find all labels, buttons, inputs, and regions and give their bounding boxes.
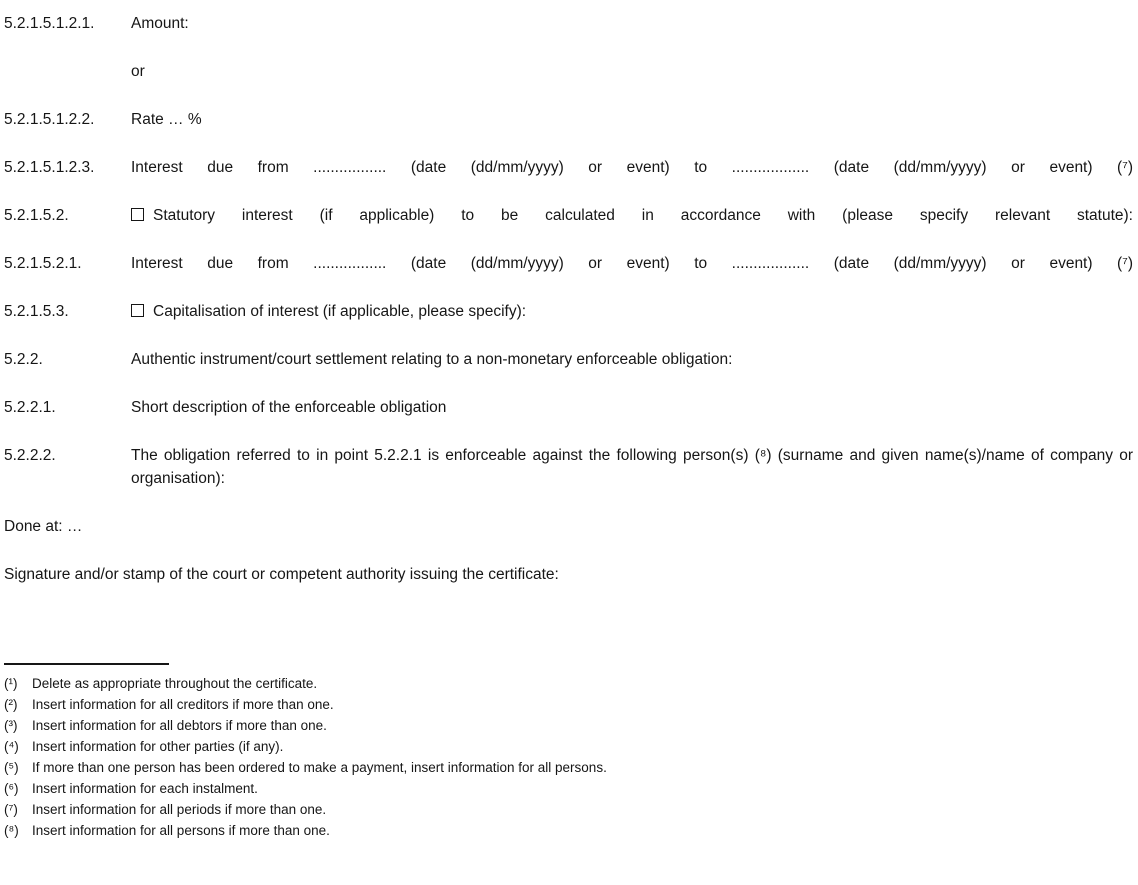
item-number: 5.2.1.5.2. [4, 207, 69, 224]
footnote-text: Delete as appropriate throughout the certificate. [32, 676, 318, 691]
footnote-text: Insert information for all persons if more than one. [32, 823, 330, 838]
footnote [4, 673, 1133, 694]
item-body [131, 204, 1133, 227]
form-item [4, 108, 1133, 131]
item-number: 5.2.1.5.1.2.2. [4, 111, 95, 128]
form-item [4, 396, 1133, 419]
form-item [4, 300, 1133, 323]
footnote-marker: (⁵) [4, 760, 19, 775]
footnote-text: If more than one person has been ordered to make a payment, insert information for all persons. [32, 760, 607, 775]
item-text: Amount: [131, 15, 189, 32]
item-number: 5.2.1.5.1.2.3. [4, 159, 95, 176]
item-body [131, 300, 1133, 323]
item-number: 5.2.2.2. [4, 447, 56, 464]
empty-checkbox-icon [131, 304, 144, 317]
form-item [4, 444, 1133, 490]
item-text: or [131, 63, 145, 80]
footnote [4, 799, 1133, 820]
item-text: Short description of the enforceable obligation [131, 399, 447, 416]
done-at-line: Done at: … [4, 518, 83, 535]
footnote [4, 778, 1133, 799]
form-item [4, 60, 1133, 83]
form-item [4, 252, 1133, 275]
footnote-marker: (⁷) [4, 802, 18, 817]
footnote-marker: (³) [4, 718, 18, 733]
footnote [4, 820, 1133, 841]
footnote-text: Insert information for other parties (if any). [32, 739, 284, 754]
footnote-text: Insert information for each instalment. [32, 781, 258, 796]
item-text: The obligation referred to in point 5.2.2.1 is enforceable against the following person(s) (⁸) (surname and given name(s)/name of company or organisation): [131, 447, 1133, 487]
item-number: 5.2.1.5.3. [4, 303, 69, 320]
item-number: 5.2.1.5.1.2.1. [4, 15, 95, 32]
item-text: Interest due from ................. (date (dd/mm/yyyy) or event) to .................. (date (dd/mm/yyyy) or event) (⁷) [131, 255, 1133, 272]
footnote-marker: (⁴) [4, 739, 19, 754]
form-item [4, 348, 1133, 371]
form-item [4, 156, 1133, 179]
item-number: 5.2.2. [4, 351, 43, 368]
footnote [4, 694, 1133, 715]
item-text: Statutory interest (if applicable) to be calculated in accordance with (please specify relevant statute): [153, 207, 1133, 224]
item-text: Interest due from ................. (date (dd/mm/yyyy) or event) to .................. (date (dd/mm/yyyy) or event) (⁷) [131, 159, 1133, 176]
item-number: 5.2.1.5.2.1. [4, 255, 82, 272]
empty-checkbox-icon [131, 208, 144, 221]
signature-line: Signature and/or stamp of the court or competent authority issuing the certificate: [4, 566, 559, 583]
form-item [4, 12, 1133, 35]
item-text: Authentic instrument/court settlement relating to a non-monetary enforceable obligation: [131, 351, 733, 368]
footnote [4, 715, 1133, 736]
footnote-marker: (⁶) [4, 781, 19, 796]
item-text: Capitalisation of interest (if applicable, please specify): [153, 303, 527, 320]
footnote-marker: (⁸) [4, 823, 19, 838]
footnote-marker: (²) [4, 697, 18, 712]
footnote [4, 757, 1133, 778]
footnote-separator [4, 663, 169, 665]
footnote-text: Insert information for all creditors if more than one. [32, 697, 334, 712]
item-number: 5.2.2.1. [4, 399, 56, 416]
footnote-marker: (¹) [4, 676, 18, 691]
item-text: Rate … % [131, 111, 202, 128]
footnote-text: Insert information for all debtors if more than one. [32, 718, 327, 733]
footnote-text: Insert information for all periods if more than one. [32, 802, 327, 817]
footnotes-section [4, 663, 1133, 841]
footnote [4, 736, 1133, 757]
form-item [4, 204, 1133, 227]
